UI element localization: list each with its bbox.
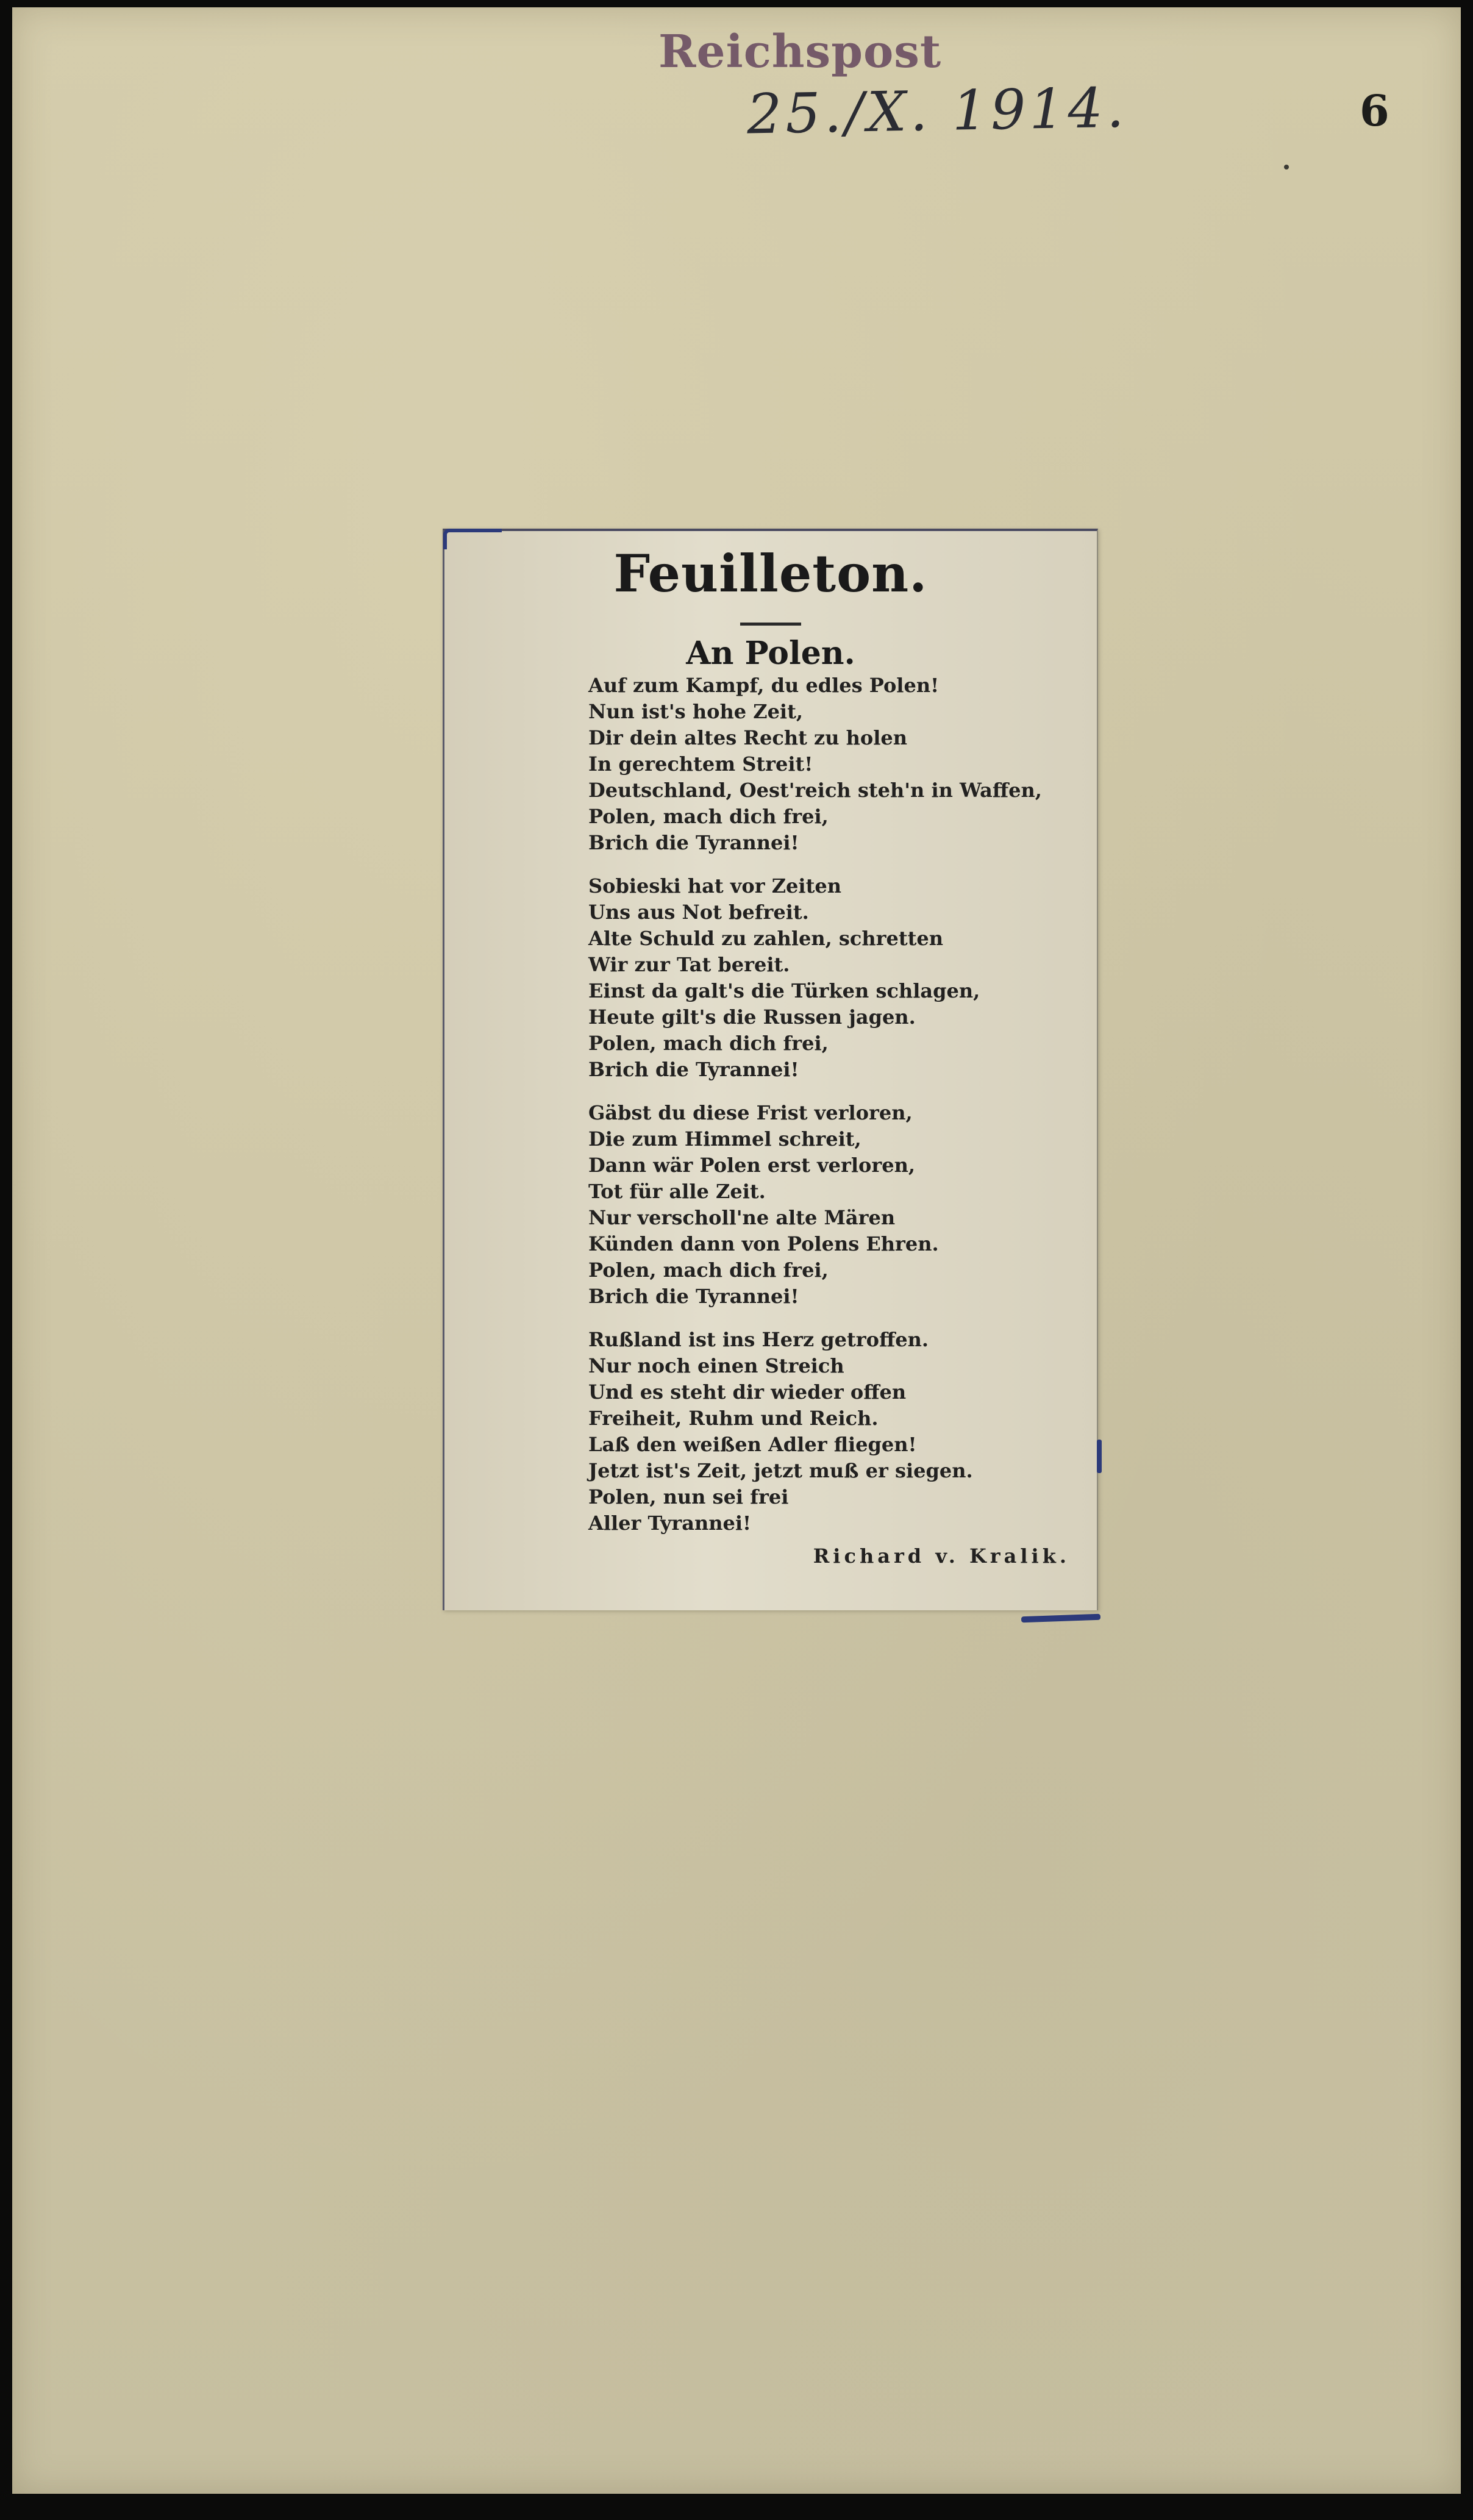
archive-sheet (12, 7, 1461, 2494)
stanza (588, 673, 1076, 856)
handwritten-date: 25./X. 1914. (746, 76, 1129, 147)
poem-line: Polen, mach dich frei, (588, 1258, 829, 1282)
poem-line: Brich die Tyrannei! (588, 1285, 799, 1308)
poem-line: Die zum Himmel schreit, (588, 1127, 861, 1151)
poem-body (588, 673, 1076, 1554)
poem-line: Dir dein altes Recht zu holen (588, 726, 907, 749)
poem-line: Rußland ist ins Herz getroffen. (588, 1328, 929, 1351)
poem-line: Gäbst du diese Frist verloren, (588, 1101, 913, 1124)
poem-line: Sobieski hat vor Zeiten (588, 874, 841, 898)
poem-line: Polen, nun sei frei (588, 1485, 789, 1508)
clip-corner-mark (1021, 1614, 1100, 1623)
poem-line: Alte Schuld zu zahlen, schretten (588, 927, 944, 950)
paper-speck (1284, 165, 1289, 170)
title-divider (740, 623, 801, 626)
poem-line: Brich die Tyrannei! (588, 1058, 799, 1081)
poem-line: Freiheit, Ruhm und Reich. (588, 1407, 879, 1430)
poem-line: Dann wär Polen erst verloren, (588, 1154, 915, 1177)
poem-line: In gerechtem Streit! (588, 752, 813, 776)
poem-line: Wir zur Tat bereit. (588, 953, 790, 976)
poem-line: Auf zum Kampf, du edles Polen! (588, 674, 940, 697)
page-number: 6 (1360, 85, 1389, 136)
poem-line: Nur noch einen Streich (588, 1354, 844, 1377)
poem-line: Polen, mach dich frei, (588, 805, 829, 828)
clip-edge-mark (1097, 1440, 1102, 1473)
poem-line: Heute gilt's die Russen jagen. (588, 1005, 916, 1029)
newspaper-stamp: Reichspost (658, 26, 942, 78)
poem-line: Aller Tyrannei! (588, 1512, 752, 1535)
poem-line: Tot für alle Zeit. (588, 1180, 766, 1203)
poem-line: Polen, mach dich frei, (588, 1032, 829, 1055)
poem-line: Nun ist's hohe Zeit, (588, 700, 803, 723)
stanza (588, 1100, 1076, 1310)
poem-line: Brich die Tyrannei! (588, 831, 799, 854)
poem-line: Und es steht dir wieder offen (588, 1380, 907, 1404)
stanza (588, 1327, 1076, 1537)
poem-line: Jetzt ist's Zeit, jetzt muß er siegen. (588, 1459, 973, 1482)
stanza (588, 873, 1076, 1083)
poem-line: Künden dann von Polens Ehren. (588, 1232, 939, 1255)
poem-line: Laß den weißen Adler fliegen! (588, 1433, 917, 1456)
author-signature: Richard v. Kralik. (813, 1544, 1070, 1568)
poem-line: Deutschland, Oest'reich steh'n in Waffen, (588, 779, 1042, 802)
section-title: Feuilleton. (613, 543, 928, 604)
poem-line: Uns aus Not befreit. (588, 901, 809, 924)
newspaper-clipping (443, 529, 1098, 1610)
poem-line: Einst da galt's die Türken schlagen, (588, 979, 980, 1002)
poem-line: Nur verscholl'ne alte Mären (588, 1206, 896, 1229)
poem-title: An Polen. (686, 635, 855, 672)
